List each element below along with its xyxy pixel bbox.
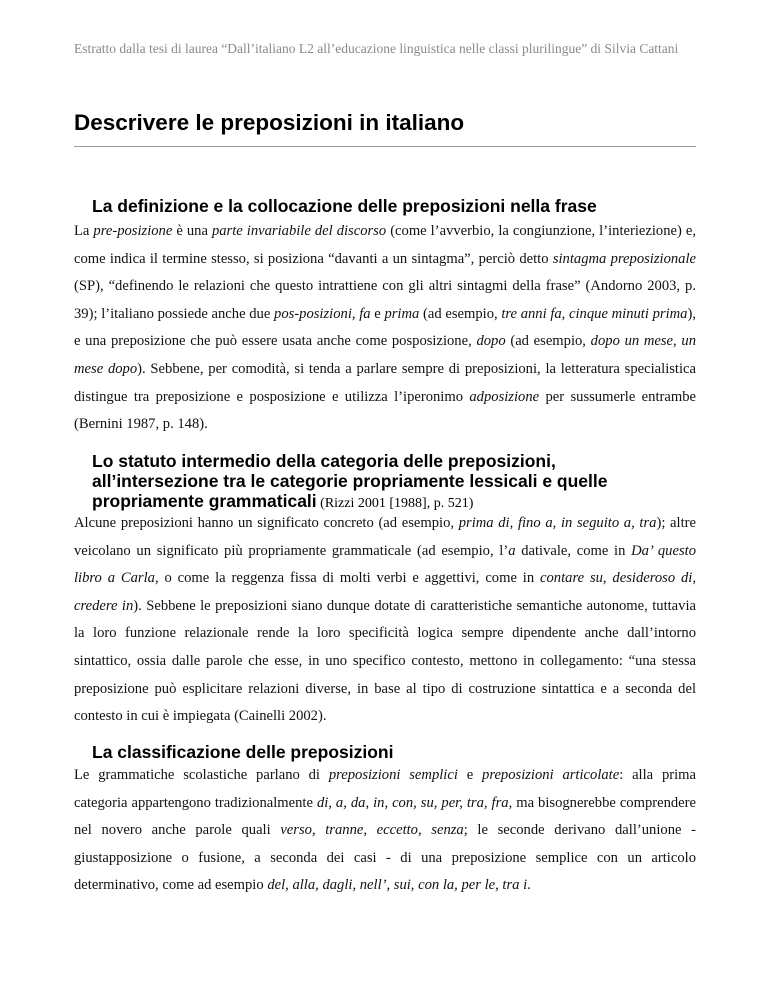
section-heading-definition: La definizione e la collocazione delle preposizioni nella frase	[92, 196, 597, 216]
title-divider	[74, 146, 696, 147]
heading-citation: (Rizzi 2001 [1988], p. 521)	[316, 496, 474, 511]
section-heading-classification: La classificazione delle preposizioni	[92, 742, 394, 762]
page-title: Descrivere le preposizioni in italiano	[74, 110, 465, 135]
running-header: Estratto dalla tesi di laurea “Dall’italiano L2 all’educazione linguistica nelle classi plurilingue” di Silvia Cattani	[74, 41, 679, 56]
paragraph-classification: Le grammatiche scolastiche parlano di preposizioni semplici e preposizioni articolate: alla prima categoria appartengono tradizionalmente di, a, da, in, con, su, per, tra, fra, ma bisognerebbe comprendere nel novero anche parole quali verso, tranne, eccetto, senza; le seconde derivano dall’unione - giustapposizione o fusione, a seconda dei casi - di una preposizione semplice con un articolo determinativo, come ad esempio del, alla, dagli, nell’, sui, con la, per le, tra i.	[74, 767, 696, 894]
section-heading-intermediate-status: Lo statuto intermedio della categoria delle preposizioni, all’intersezione tra le categorie propriamente lessicali e quelle propriamente grammaticali (Rizzi 2001 [1988], p. 521)	[92, 451, 608, 511]
paragraph-intermediate-status: Alcune preposizioni hanno un significato concreto (ad esempio, prima di, fino a, in seguito a, tra); altre veicolano un significato più propriamente grammaticale (ad esempio, l’a dativale, come in Da’ questo libro a Carla, o come la reggenza fissa di molti verbi e aggettivi, come in contare su, desideroso di, credere in). Sebbene le preposizioni siano dunque dotate di caratteristiche semantiche autonome, tuttavia la loro funzione relazionale rende la loro specificità logica sempre dipendente anche dall’intorno sintattico, ossia dalle parole che esse, in uno specifico contesto, mettono in collegamento: “una stessa preposizione può esplicitare relazioni diverse, in base al tipo di costruzione sintattica e a seconda del contesto in cui è impiegata (Cainelli 2002).	[74, 515, 696, 725]
paragraph-definition: La pre-posizione è una parte invariabile del discorso (come l’avverbio, la congiunzione, l’interiezione) e, come indica il termine stesso, si posiziona “davanti a un sintagma”, perciò detto sintagma preposizionale (SP), “definendo le relazioni che questo intrattiene con gli altri sintagmi della frase” (Andorno 2003, p. 39); l’italiano possiede anche due pos-posizioni, fa e prima (ad esempio, tre anni fa, cinque minuti prima), e una preposizione che può essere usata anche come posposizione, dopo (ad esempio, dopo un mese, un mese dopo). Sebbene, per comodità, si tenda a parlare sempre di preposizioni, la letteratura specialistica distingue tra preposizione e posposizione e utilizza l’iperonimo adposizione per sussumerle entrambe (Bernini 1987, p. 148).	[74, 223, 697, 433]
